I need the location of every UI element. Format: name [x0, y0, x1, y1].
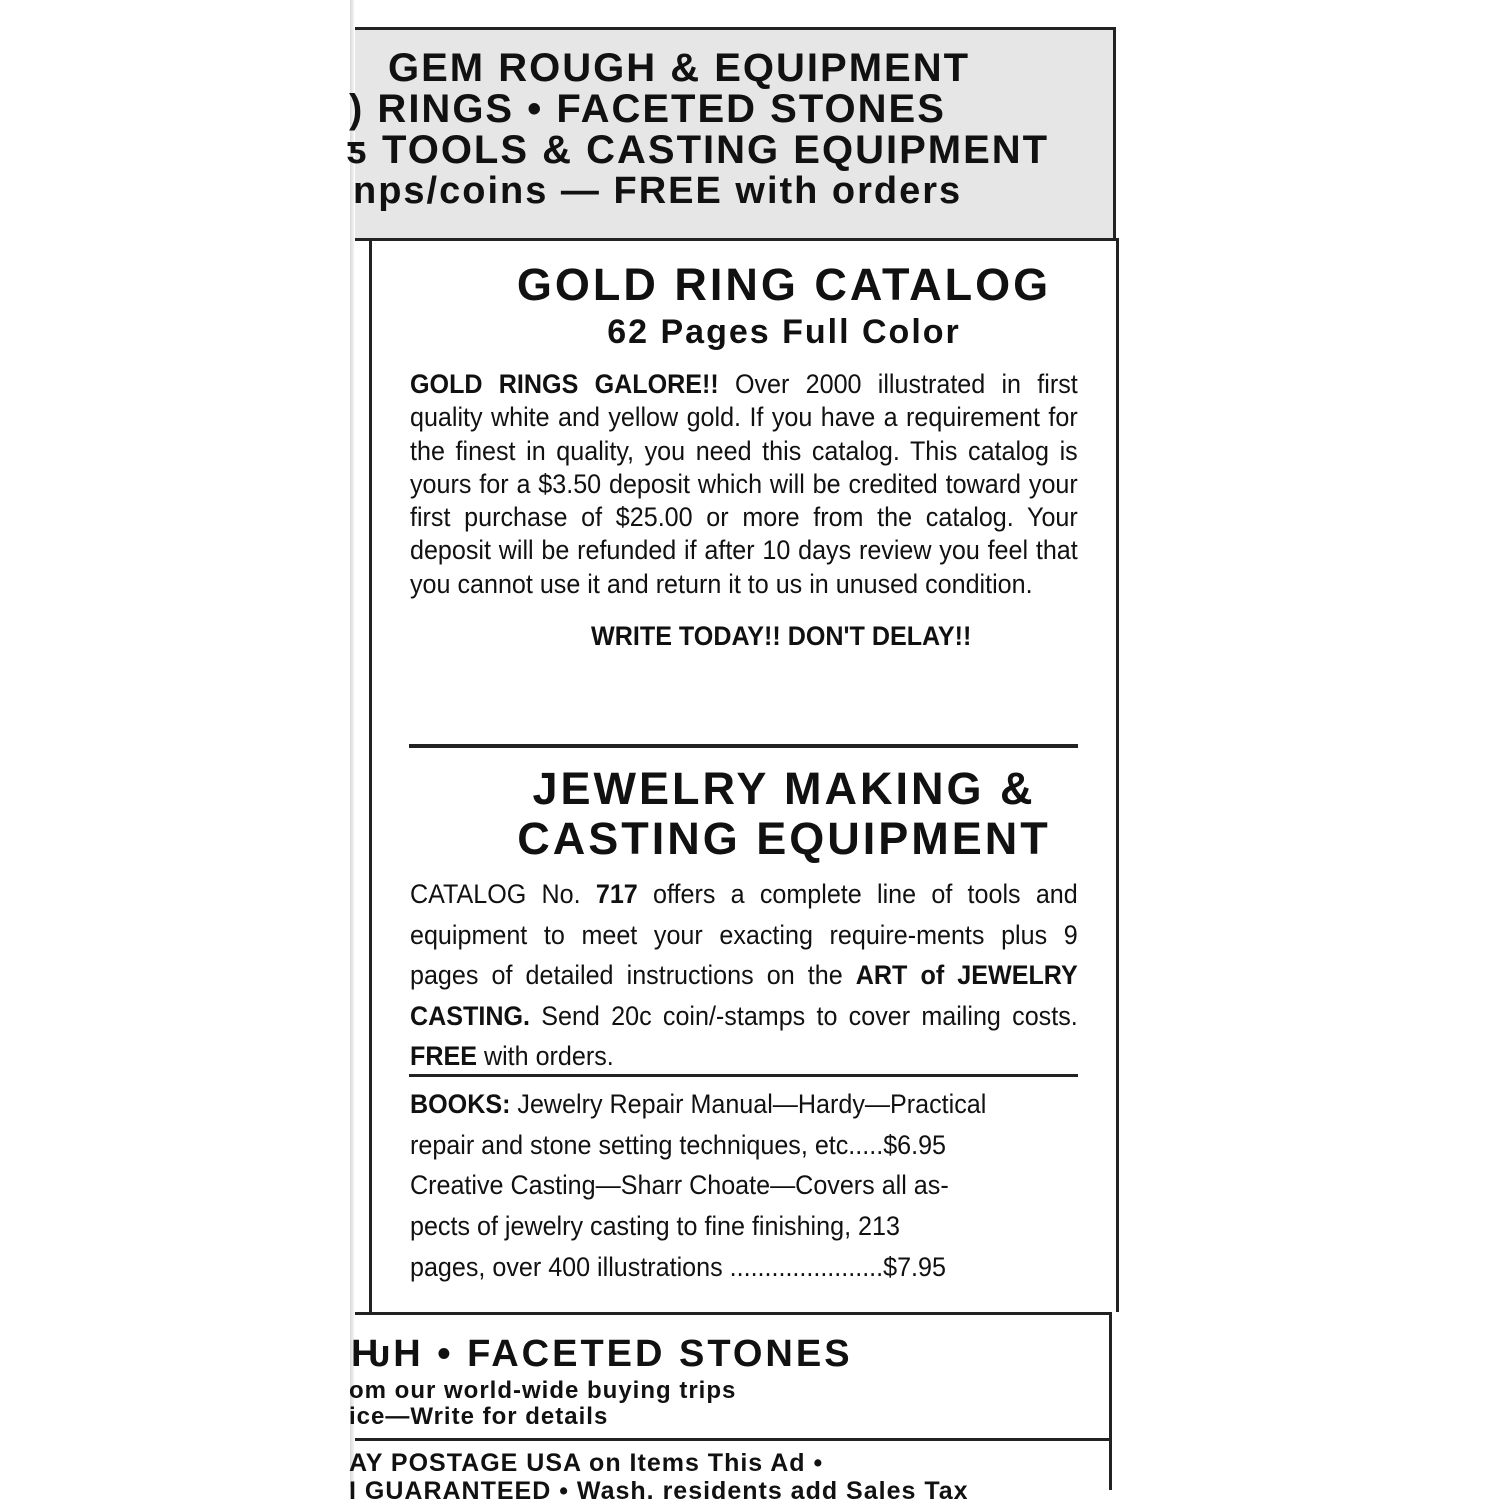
jewelry-casting-emphasis: ART of JEWELRY CASTING.: [410, 960, 1078, 1031]
banner-line-4: nps/coins — FREE with orders: [353, 170, 963, 212]
gold-ring-cta: WRITE TODAY!! DON'T DELAY!!: [591, 621, 972, 652]
gold-ring-lead: GOLD RINGS GALORE!!: [410, 369, 719, 399]
bottom-banner: [349, 1312, 1112, 1505]
bottom-line-4: AY POSTAGE USA on Items This Ad •: [349, 1449, 824, 1477]
book-line-4: pects of jewelry casting to fine finishing, 213: [410, 1211, 900, 1242]
free-emphasis: FREE: [410, 1041, 477, 1071]
books-list: [410, 1084, 1078, 1288]
gold-ring-subtitle: 62 Pages Full Color: [607, 313, 961, 351]
book-line-2: repair and stone setting techniques, etc.....$6.95: [410, 1129, 947, 1160]
bottom-line-5: I GUARANTEED • Wash. residents add Sales Tax: [349, 1477, 969, 1505]
jewelry-text-4: with orders.: [476, 1041, 614, 1071]
bottom-line-3: ice—Write for details: [349, 1403, 609, 1430]
bottom-line-2: om our world-wide buying trips: [349, 1377, 737, 1404]
catalog-number: 717: [595, 879, 638, 909]
top-banner: [347, 27, 1116, 241]
books-label: BOOKS:: [410, 1089, 511, 1119]
book-entry-1: [410, 1084, 1078, 1125]
books-divider: [409, 1074, 1078, 1077]
book-line-3: Creative Casting—Sharr Choate—Covers all as-: [410, 1170, 949, 1201]
book-line-1: Jewelry Repair Manual—Hardy—Practical: [510, 1089, 987, 1119]
banner-line-3: ƽ TOOLS & CASTING EQUIPMENT: [347, 128, 1050, 172]
jewelry-text-3: Send 20c coin/-stamps to cover mailing costs.: [529, 1000, 1078, 1031]
jewelry-title-line-2: CASTING EQUIPMENT: [517, 813, 1051, 864]
banner-line-2: ) RINGS • FACETED STONES: [349, 87, 946, 131]
books-section: [410, 1084, 1078, 1288]
banner-line-1: GEM ROUGH & EQUIPMENT: [388, 46, 971, 90]
section-divider: [409, 744, 1078, 748]
scan-edge: [350, 0, 354, 1487]
gold-ring-title: GOLD RING CATALOG: [516, 259, 1052, 310]
bottom-line-1: ǶH • FACETED STONES: [351, 1333, 853, 1375]
jewelry-text-2: offers a complete line of tools and equipment to meet your exacting require-ments plus 9 pages of detailed instructions on the: [410, 879, 1078, 990]
book-line-5: pages, over 400 illustrations ......................$7.95: [410, 1251, 946, 1282]
jewelry-title-line-1: JEWELRY MAKING &: [532, 763, 1036, 814]
jewelry-section: [410, 764, 1078, 1077]
gold-ring-body: [410, 368, 1078, 601]
jewelry-body: [410, 874, 1078, 1077]
gold-ring-section: [410, 258, 1078, 652]
jewelry-text-1: CATALOG No.: [410, 879, 596, 909]
bottom-divider: [355, 1438, 1109, 1441]
gold-ring-text: Over 2000 illustrated in first quality white and yellow gold. If you have a requirement for the finest in quality, you need this catalog. This catalog is yours for a $3.50 deposit which will be credited toward your first purchase of $25.00 or more from the catalog. Your deposit will be refunded if after 10 days review you feel that you cannot use it and return it to us in unused condition.: [410, 369, 1078, 599]
